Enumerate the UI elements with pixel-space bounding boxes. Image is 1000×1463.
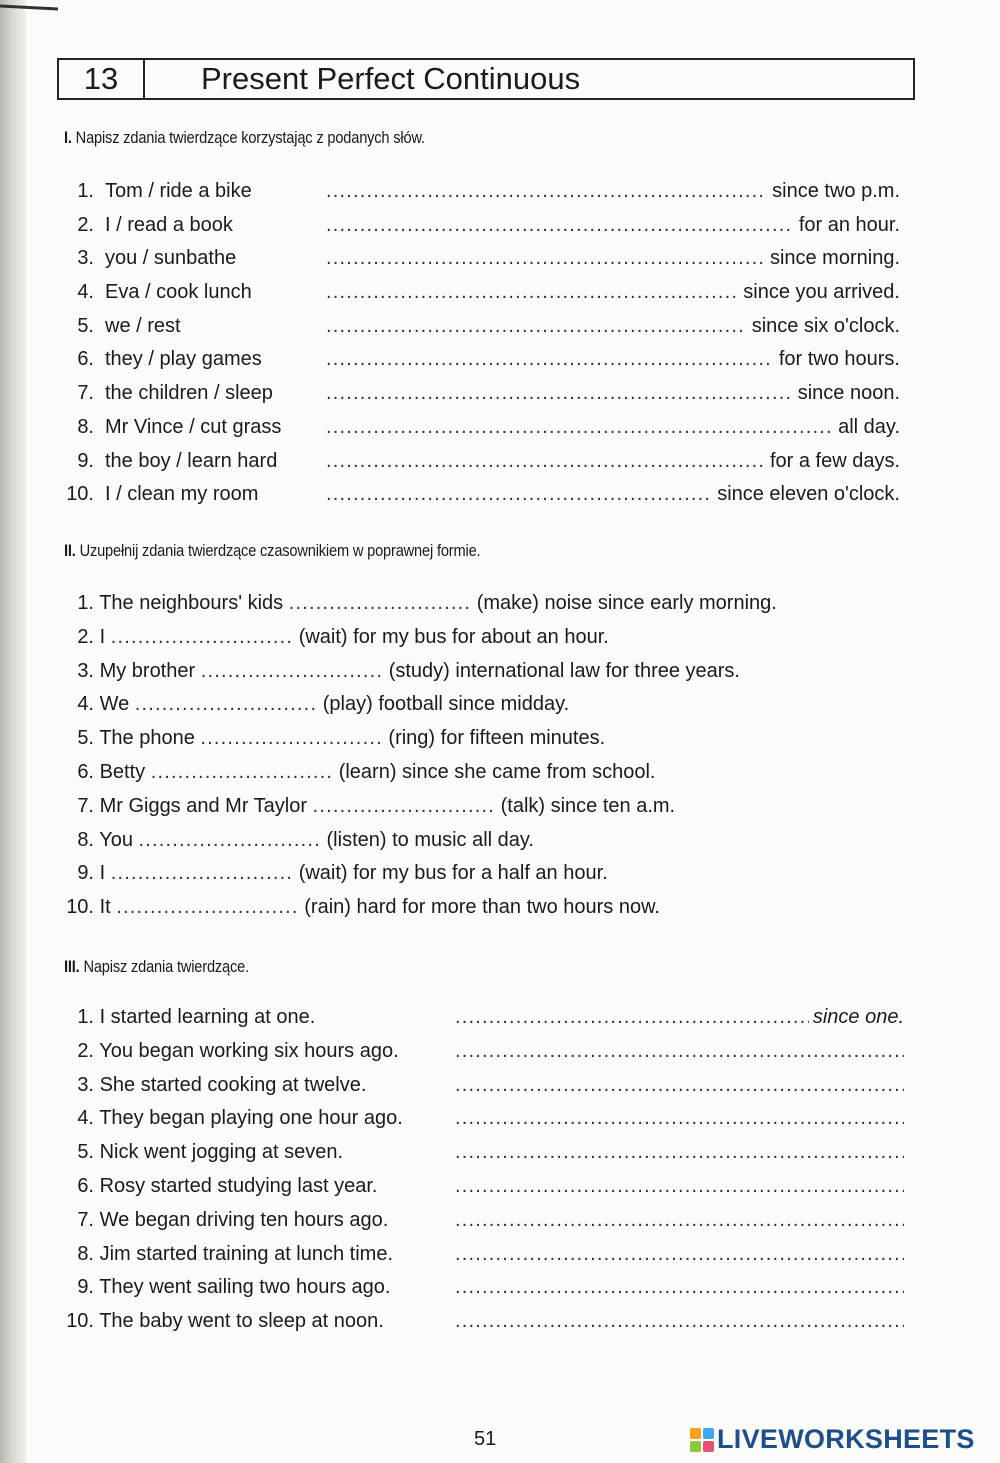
item-number: 5. — [77, 727, 94, 750]
item-ending: since one. — [812, 1006, 904, 1028]
sentence-end: (play) football since midday. — [322, 693, 570, 716]
exercise-3-item — [64, 1305, 904, 1339]
exercise-2-item — [64, 621, 904, 655]
exercise-1-item — [64, 445, 900, 479]
exercise-2-item — [64, 824, 904, 858]
sentence-start: We — [99, 693, 130, 716]
item-prompt: you / sunbathe — [105, 247, 237, 270]
sentence-end: (rain) hard for more than two hours now. — [304, 896, 660, 919]
answer-blank[interactable] — [139, 824, 321, 858]
item-number: 4. — [77, 693, 94, 716]
answer-blank[interactable] — [135, 688, 317, 722]
answer-blank[interactable] — [326, 175, 766, 209]
sentence-end: (wait) for my bus for about an hour. — [298, 625, 609, 648]
answer-blank[interactable] — [455, 1204, 904, 1238]
exercise-2-item — [64, 891, 904, 925]
exercise-2-roman: II. — [64, 541, 76, 560]
item-sentence: The baby went to sleep at noon. — [99, 1310, 384, 1333]
exercise-1-instruction — [64, 128, 425, 148]
item-ending: since you arrived. — [743, 281, 900, 304]
item-ending: since two p.m. — [772, 180, 900, 202]
exercise-3-item — [64, 1069, 904, 1103]
exercise-1-item — [64, 343, 900, 377]
item-number: 7. — [77, 794, 94, 817]
exercise-3-item — [64, 1238, 904, 1272]
unit-number: 13 — [59, 60, 145, 98]
sentence-start: It — [99, 896, 111, 919]
sentence-start: The neighbours' kids — [99, 592, 284, 614]
item-prompt: I / clean my room — [105, 483, 259, 506]
exercise-2-item — [64, 688, 904, 722]
sentence-start: You — [99, 828, 133, 851]
answer-blank[interactable] — [326, 310, 746, 344]
exercise-1-item — [64, 209, 900, 243]
item-number: 2. — [77, 213, 94, 236]
item-ending: all day. — [838, 415, 900, 438]
item-number: 5. — [77, 314, 94, 337]
exercise-3-instruction — [64, 957, 249, 977]
exercise-1-roman: I. — [64, 128, 72, 147]
item-number: 9. — [77, 862, 94, 885]
exercise-1-list — [64, 175, 900, 512]
exercise-3-item — [64, 1271, 904, 1305]
logo-square — [690, 1441, 701, 1452]
sentence-start: My brother — [99, 659, 196, 682]
item-number: 1. — [77, 180, 94, 202]
answer-blank[interactable] — [455, 1305, 904, 1339]
answer-blank[interactable] — [455, 1271, 904, 1305]
item-number: 7. — [77, 1208, 94, 1231]
exercise-3-item — [64, 1035, 904, 1069]
sentence-end: (learn) since she came from school. — [338, 760, 656, 783]
item-number: 8. — [77, 828, 94, 851]
item-number: 6. — [77, 760, 94, 783]
item-sentence: I started learning at one. — [99, 1006, 316, 1028]
item-sentence: They went sailing two hours ago. — [99, 1276, 391, 1299]
item-number: 10. — [66, 483, 94, 506]
item-number: 4. — [77, 281, 94, 304]
unit-header — [57, 58, 915, 100]
item-number: 3. — [77, 1073, 94, 1096]
item-number: 9. — [77, 1276, 94, 1299]
item-number: 2. — [77, 625, 94, 648]
exercise-1-item — [64, 276, 900, 310]
exercise-1-item — [64, 310, 900, 344]
exercise-2-item — [64, 655, 904, 689]
item-ending: since noon. — [797, 382, 900, 405]
item-ending: since eleven o'clock. — [717, 483, 900, 506]
brand-name: LIVEWORKSHEETS — [717, 1424, 975, 1454]
logo-square — [690, 1428, 701, 1439]
answer-blank[interactable] — [326, 478, 711, 512]
answer-blank[interactable] — [455, 1069, 904, 1103]
answer-blank[interactable] — [116, 891, 298, 925]
answer-blank[interactable] — [111, 857, 293, 891]
answer-blank[interactable] — [326, 209, 793, 243]
logo-square — [703, 1441, 714, 1452]
answer-blank[interactable] — [326, 445, 764, 479]
item-prompt: I / read a book — [105, 213, 233, 236]
sentence-end: (listen) to music all day. — [326, 828, 534, 851]
exercise-3-item — [64, 1136, 904, 1170]
item-sentence: We began driving ten hours ago. — [99, 1208, 389, 1231]
sentence-start: I — [99, 862, 106, 885]
item-ending: for an hour. — [798, 213, 900, 236]
exercise-3-list — [64, 1001, 904, 1339]
item-ending: since six o'clock. — [751, 314, 900, 337]
item-number: 9. — [77, 449, 94, 472]
answer-blank[interactable] — [111, 621, 293, 655]
exercise-2-item — [64, 756, 904, 790]
item-number: 6. — [77, 348, 94, 371]
answer-blank[interactable] — [455, 1001, 809, 1035]
item-number: 8. — [77, 1242, 94, 1265]
unit-title: Present Perfect Continuous — [201, 61, 581, 96]
item-number: 7. — [77, 382, 94, 405]
item-sentence: Rosy started studying last year. — [99, 1174, 378, 1197]
sentence-end: (ring) for fifteen minutes. — [388, 727, 606, 750]
item-number: 6. — [77, 1174, 94, 1197]
sentence-end: (make) noise since early morning. — [476, 592, 777, 614]
item-sentence: They began playing one hour ago. — [99, 1107, 403, 1130]
answer-blank[interactable] — [326, 377, 792, 411]
logo-square — [703, 1428, 714, 1439]
item-sentence: She started cooking at twelve. — [99, 1073, 367, 1096]
exercise-3-item — [64, 1001, 904, 1035]
item-number: 5. — [77, 1141, 94, 1164]
item-number: 10. — [66, 896, 94, 919]
exercise-1-instruction-text: Napisz zdania twierdzące korzystając z podanych słów. — [75, 128, 425, 147]
item-sentence: Nick went jogging at seven. — [99, 1141, 344, 1164]
exercise-1-item — [64, 242, 900, 276]
exercise-3-instruction-text: Napisz zdania twierdzące. — [83, 957, 249, 976]
answer-blank[interactable] — [455, 1238, 904, 1272]
answer-blank[interactable] — [201, 655, 383, 689]
item-sentence: Jim started training at lunch time. — [99, 1242, 394, 1265]
exercise-2-instruction-text: Uzupełnij zdania twierdzące czasownikiem w poprawnej formie. — [79, 541, 481, 560]
sentence-start: The phone — [99, 727, 195, 750]
answer-blank[interactable] — [200, 722, 382, 756]
exercise-1-item — [64, 175, 900, 209]
liveworksheets-icon — [690, 1428, 714, 1452]
sentence-start: Mr Giggs and Mr Taylor — [99, 794, 308, 817]
exercise-1-item — [64, 411, 900, 445]
item-number: 3. — [77, 247, 94, 270]
answer-blank[interactable] — [326, 242, 764, 276]
exercise-3-item — [64, 1204, 904, 1238]
sentence-start: Betty — [99, 760, 146, 783]
page-number: 51 — [474, 1428, 497, 1450]
exercise-2-item — [64, 857, 904, 891]
answer-blank[interactable] — [289, 587, 471, 621]
exercise-3-item — [64, 1170, 904, 1204]
item-number: 3. — [77, 659, 94, 682]
sentence-end: (talk) since ten a.m. — [500, 794, 676, 817]
exercise-2-instruction — [64, 541, 480, 561]
answer-blank[interactable] — [455, 1035, 904, 1069]
answer-blank[interactable] — [455, 1102, 904, 1136]
item-ending: since morning. — [769, 247, 900, 270]
item-ending: for two hours. — [778, 348, 900, 371]
exercise-3-item — [64, 1102, 904, 1136]
book-spine-shadow — [0, 0, 26, 1463]
item-prompt: Eva / cook lunch — [105, 281, 252, 304]
answer-blank[interactable] — [151, 756, 333, 790]
item-number: 1. — [77, 1006, 94, 1028]
item-sentence: You began working six hours ago. — [99, 1039, 399, 1062]
sentence-end: (wait) for my bus for a half an hour. — [298, 862, 608, 885]
item-prompt: Tom / ride a bike — [105, 180, 252, 202]
answer-blank[interactable] — [455, 1170, 904, 1204]
sentence-end: (study) international law for three years. — [388, 659, 740, 682]
item-number: 10. — [66, 1310, 94, 1333]
item-prompt: the children / sleep — [105, 382, 273, 405]
exercise-2-item — [64, 722, 904, 756]
exercise-2-item — [64, 790, 904, 824]
sentence-start: I — [99, 625, 106, 648]
answer-blank[interactable] — [455, 1136, 904, 1170]
exercise-3-roman: III. — [64, 957, 80, 976]
item-number: 8. — [77, 415, 94, 438]
item-number: 4. — [77, 1107, 94, 1130]
item-number: 2. — [77, 1039, 94, 1062]
answer-blank[interactable] — [326, 343, 773, 377]
exercise-2-item — [64, 587, 904, 621]
exercise-1-item — [64, 478, 900, 512]
exercise-1-item — [64, 377, 900, 411]
exercise-2-list — [64, 587, 904, 925]
answer-blank[interactable] — [326, 276, 737, 310]
item-ending: for a few days. — [769, 449, 900, 472]
item-prompt: they / play games — [105, 348, 262, 371]
answer-blank[interactable] — [326, 411, 832, 445]
item-prompt: the boy / learn hard — [105, 449, 278, 472]
item-prompt: we / rest — [105, 314, 181, 337]
item-number: 1. — [77, 592, 94, 614]
item-prompt: Mr Vince / cut grass — [105, 415, 282, 438]
liveworksheets-logo[interactable] — [690, 1424, 975, 1455]
answer-blank[interactable] — [313, 790, 495, 824]
